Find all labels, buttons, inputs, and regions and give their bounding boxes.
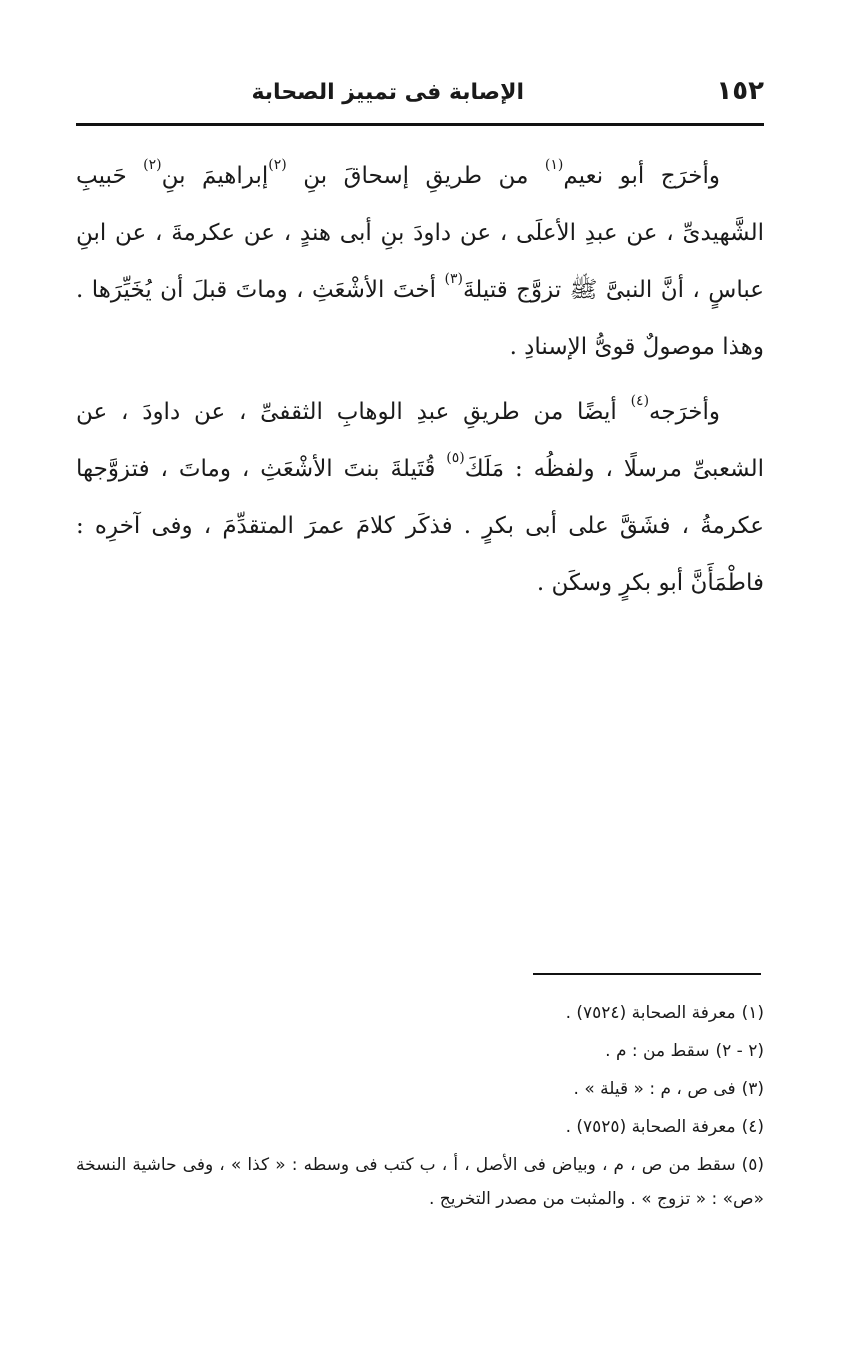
main-text	[76, 148, 764, 620]
text-run: أيضًا من طريقِ عبدِ الوهابِ الثقفىِّ ، عن داودَ ، عن الشعبىِّ مرسلًا ، ولفظُه : مَلَكَ	[76, 399, 764, 482]
footnote-ref-3: (٣)	[444, 271, 463, 287]
page-number: ١٥٢	[716, 76, 764, 106]
footnote-ref-5: (٥)	[446, 450, 465, 466]
footnote-number: (٤)	[741, 1117, 764, 1137]
footnote-text: معرفة الصحابة (٧٥٢٤) .	[565, 1003, 736, 1023]
paragraph-1	[76, 148, 764, 376]
footnote-ref-2-open: (٢)	[268, 157, 287, 173]
text-run: من طريقِ إسحاقَ بنِ	[286, 163, 545, 189]
footnote-text: سقط من : م .	[605, 1041, 710, 1061]
text-run: أختَ الأشْعَثِ ، وماتَ قبلَ أن يُخَيِّرَها . وهذا موصولٌ قوىُّ الإسنادِ .	[76, 277, 764, 360]
footnote-ref-2-close: (٢)	[143, 157, 162, 173]
footnote-number: (٥)	[741, 1155, 764, 1175]
footnote-text: سقط من ص ، م ، وبياض فى الأصل ، أ ، ب كتب فى وسطه : « كذا » ، وفى حاشية النسخة «ص» : « تزوج » . والمثبت من مصدر التخريج .	[76, 1155, 764, 1209]
footnote-ref-4: (٤)	[630, 393, 650, 409]
footnotes	[76, 996, 764, 1220]
footnote-4	[76, 1110, 764, 1144]
text-run: إبراهيمَ بنِ	[161, 163, 269, 189]
footnote-rule	[533, 973, 761, 975]
running-header	[92, 74, 764, 116]
footnote-2	[76, 1034, 764, 1068]
text-run: قُتَيلةَ بنتَ الأشْعَثِ ، وماتَ ، فتزوَّجها عكرمةُ ، فشَقَّ على أبى بكرٍ . فذكَر كلامَ عمرَ المتقدِّمَ ، وفى آخرِه : فاطْمَأَنَّ أبو بكرٍ وسكَن .	[76, 456, 764, 596]
footnote-number: (١)	[741, 1003, 764, 1023]
footnote-3	[76, 1072, 764, 1106]
text-run: وأخرَجه	[649, 399, 720, 425]
footnote-ref-1: (١)	[544, 157, 564, 173]
text-run: حَبيبِ الشَّهيدىِّ ، عن عبدِ الأعلَى ، عن داودَ بنِ أبى هندٍ ، عن عكرمةَ ، عن ابنِ عباسٍ ، أنَّ النبىَّ ﷺ تزوَّج قتيلةَ	[76, 163, 764, 303]
footnote-5	[76, 1148, 764, 1216]
footnote-number: (٢ - ٢)	[715, 1041, 764, 1061]
paragraph-2	[76, 384, 764, 612]
text-run: وأخرَج أبو نعيم	[563, 163, 721, 189]
footnote-text: معرفة الصحابة (٧٥٢٥) .	[565, 1117, 736, 1137]
footnote-1	[76, 996, 764, 1030]
footnote-number: (٣)	[741, 1079, 764, 1099]
header-rule	[76, 123, 764, 126]
running-title: الإصابة فى تمييز الصحابة	[251, 80, 524, 105]
footnote-text: فى ص ، م : « قيلة » .	[573, 1079, 736, 1099]
